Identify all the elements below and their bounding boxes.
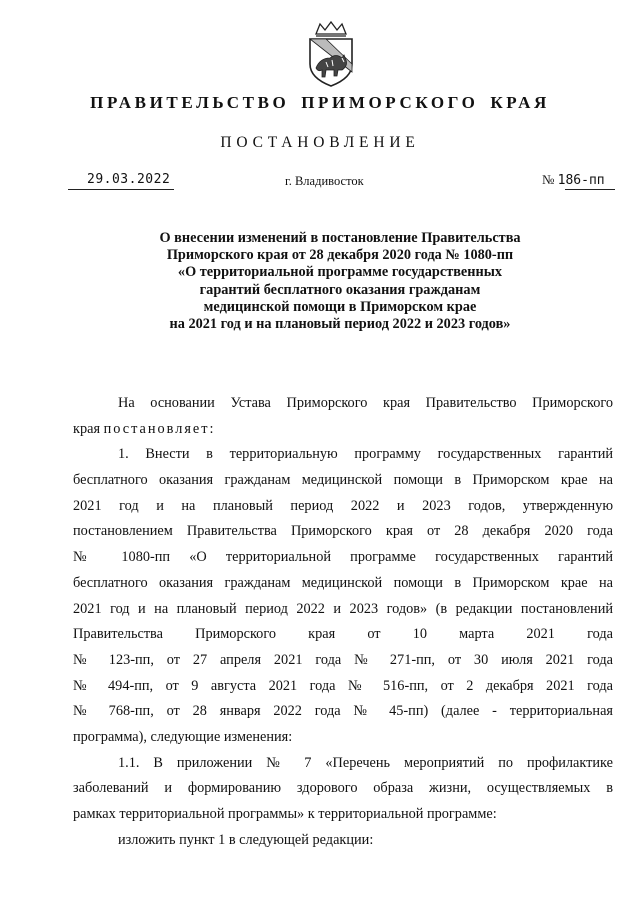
body-line: 2021 год и на плановый период 2022 и 2023 годов, утвержденную <box>73 497 613 514</box>
body-line: № 123-пп, от 27 апреля 2021 года № 271-пп, от 30 июля 2021 года <box>73 651 613 668</box>
subject-line: Приморского края от 28 декабря 2020 года № 1080-пп <box>166 247 514 264</box>
document-number <box>542 172 605 188</box>
body-line: 2021 год и на плановый период 2022 и 2023 годов» (в редакции постановлений <box>73 600 613 617</box>
body-line: На основании Устава Приморского края Правительство Приморского <box>118 395 613 411</box>
body-line: программа), следующие изменения: <box>73 728 293 745</box>
document-date: 29.03.2022 <box>87 172 171 187</box>
body-line: Правительства Приморского края от 10 марта 2021 года <box>73 626 613 643</box>
number-underline <box>565 189 615 190</box>
body-line: 1. Внести в территориальную программу государственных гарантий <box>118 446 613 463</box>
subject-line: О внесении изменений в постановление Правительства <box>159 230 521 246</box>
coat-of-arms-icon <box>296 20 366 90</box>
body-line: 1.1. В приложении № 7 «Перечень мероприятий по профилактике <box>118 754 613 771</box>
document-city: г. Владивосток <box>285 174 364 188</box>
body-line: № 494-пп, от 9 августа 2021 года № 516-пп, от 2 декабря 2021 года <box>73 677 613 694</box>
subject-line: гарантий бесплатного оказания гражданам <box>199 281 481 298</box>
subject-line: медицинской помощи в Приморском крае <box>203 298 477 315</box>
body-line: № 768-пп, от 28 января 2022 года № 45-пп) (далее - территориальная <box>73 703 613 720</box>
government-title: ПРАВИТЕЛЬСТВО ПРИМОРСКОГО КРАЯ <box>90 93 550 112</box>
date-underline <box>68 189 174 190</box>
body-text: края <box>73 420 104 437</box>
document-subject <box>100 230 580 333</box>
number-value: 186-пп <box>557 173 605 188</box>
resolves-word: постановляет: <box>103 420 216 437</box>
body-line: заболеваний и формированию здорового образа жизни, осуществляемых в <box>73 780 613 797</box>
body-line: № 1080-пп «О территориальной программе государственных гарантий <box>73 549 613 566</box>
body-line: бесплатного оказания гражданам медицинской помощи в Приморском крае на <box>73 472 613 489</box>
subject-line: «О территориальной программе государственных <box>177 264 503 281</box>
body-line: постановлением Правительства Приморского края от 28 декабря 2020 года <box>73 523 613 540</box>
document-body <box>73 391 613 853</box>
body-line <box>73 417 613 443</box>
document-type: ПОСТАНОВЛЕНИЕ <box>220 134 420 151</box>
body-line: бесплатного оказания гражданам медицинской помощи в Приморском крае на <box>73 574 613 591</box>
number-prefix: № <box>542 172 555 187</box>
body-line: рамках территориальной программы» к территориальной программе: <box>73 806 497 822</box>
body-line: изложить пункт 1 в следующей редакции: <box>118 831 374 848</box>
subject-line: на 2021 год и на плановый период 2022 и 2023 годов» <box>169 316 511 333</box>
